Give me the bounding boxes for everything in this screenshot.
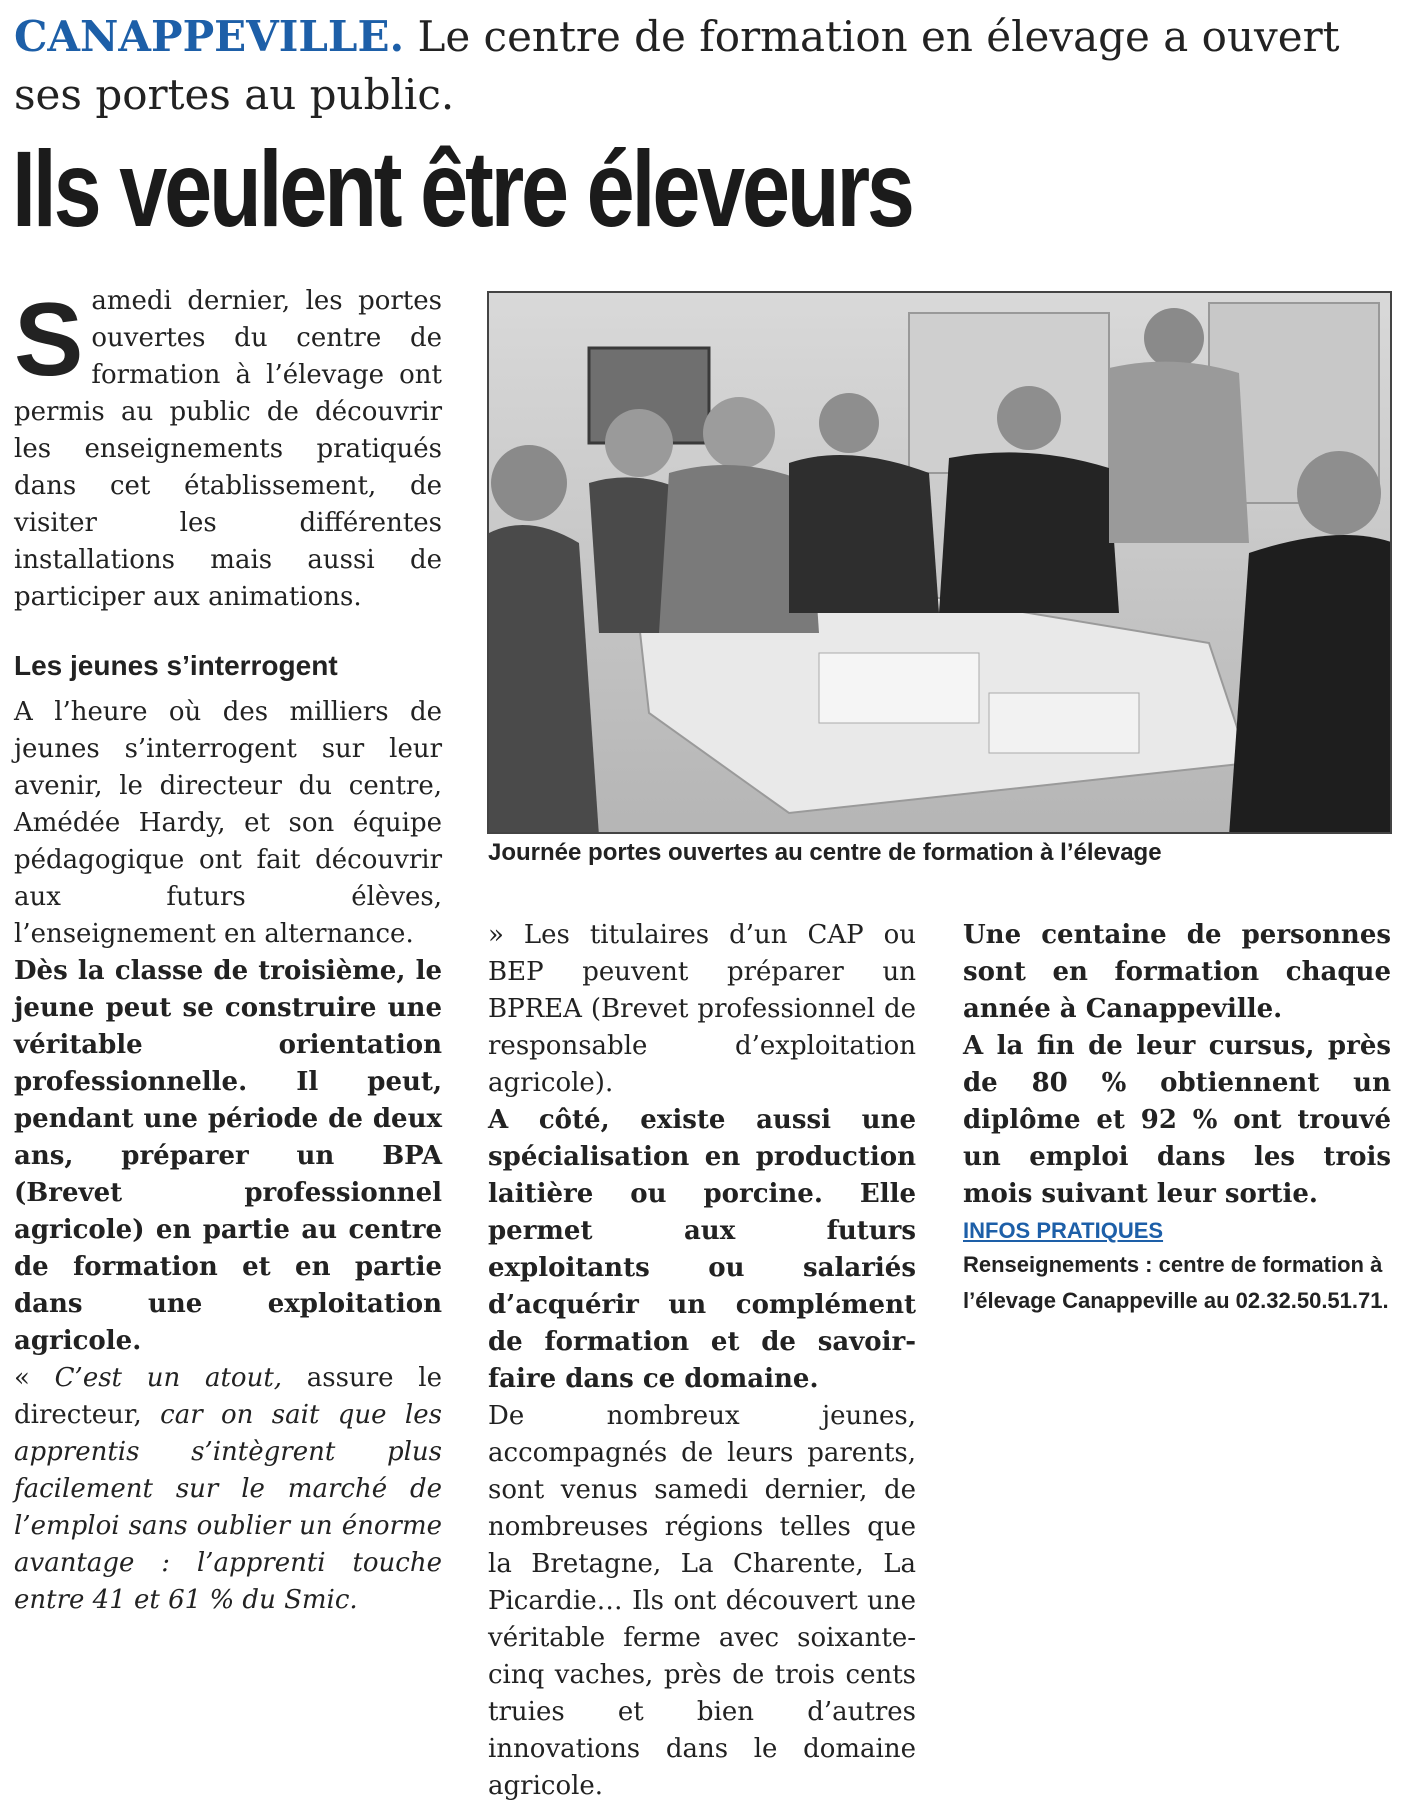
infos-pratiques-text: Renseignements : centre de formation à l’élevage Canappeville au 02.32.50.51.71. (963, 1252, 1389, 1313)
column-1 (14, 283, 442, 1619)
paragraph-3 (14, 1360, 442, 1619)
photo-illustration (489, 293, 1392, 834)
column-2 (488, 917, 916, 1805)
intro-paragraph (14, 283, 442, 616)
infos-pratiques-title: INFOS PRATIQUES (963, 1218, 1164, 1243)
article-kicker (14, 8, 1404, 124)
paragraph-3-continued: » Les titulaires d’un CAP ou BEP peuvent préparer un BPREA (Brevet professionnel de responsable d’exploitation agricole). (488, 920, 916, 1098)
paragraph-4: A côté, existe aussi une spécialisation en production laitière ou porcine. Elle permet aux futurs exploitants ou salariés d’acquérir un complément de formation et de savoir-faire dans ce domaine. (488, 1105, 916, 1394)
quote-part-1: C’est un atout, (54, 1363, 283, 1393)
drop-cap: S (14, 282, 84, 398)
intro-text: amedi dernier, les portes ouvertes du centre de formation à l’élevage ont permis au public de découvrir les enseignements pratiqués dans cet établissement, de visiter les différentes installations mais aussi de participer aux animations. (14, 286, 442, 612)
paragraph-2: Dès la classe de troisième, le jeune peut se construire une véritable orientation professionnelle. Il peut, pendant une période de deux ans, préparer un BPA (Brevet professionnel agricole) en partie au centre de formation et en partie dans une exploitation agricole. (14, 956, 442, 1356)
photo-caption: Journée portes ouvertes au centre de formation à l’élevage (488, 839, 1162, 866)
quote-part-2: car on sait que les apprentis s’intègrent plus facilement sur le marché de l’emploi sans oublier un énorme avantage : l’apprenti touche entre 41 et 61 % du Smic. (14, 1400, 442, 1615)
quote-attribution: assure le directeur, (14, 1363, 442, 1430)
paragraph-1: A l’heure où des milliers de jeunes s’interrogent sur leur avenir, le directeur du centre, Amédée Hardy, et son équipe pédagogique ont fait découvrir aux futurs élèves, l’enseignement en alternance. (14, 697, 442, 949)
kicker-place: CANAPPEVILLE. (14, 12, 405, 61)
column-3 (963, 917, 1391, 1319)
article-photo (487, 291, 1392, 834)
section-subhead: Les jeunes s’interrogent (14, 650, 338, 681)
paragraph-7: A la fin de leur cursus, près de 80 % obtiennent un diplôme et 92 % ont trouvé un emploi dans les trois mois suivant leur sortie. (963, 1031, 1391, 1209)
article-headline: Ils veulent être éleveurs (12, 128, 912, 249)
quote-open: « (14, 1363, 55, 1393)
kicker-text: Le centre de formation en élevage a ouvert ses portes au public. (14, 12, 1340, 119)
paragraph-5: De nombreux jeunes, accompagnés de leurs parents, sont venus samedi dernier, de nombreuses régions telles que la Bretagne, La Charente, La Picardie… Ils ont découvert une véritable ferme avec soixante-cinq vaches, près de trois cents truies et bien d’autres innovations dans le domaine agricole. (488, 1401, 916, 1801)
paragraph-6: Une centaine de personnes sont en formation chaque année à Canappeville. (963, 920, 1391, 1024)
